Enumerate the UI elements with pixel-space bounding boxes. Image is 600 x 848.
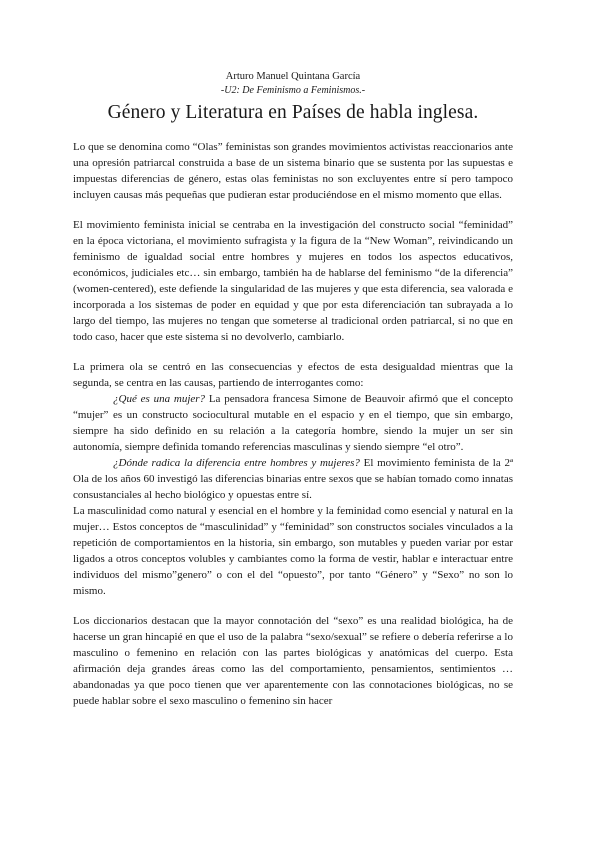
- question-diferencia: ¿Dónde radica la diferencia entre hombres y mujeres?: [113, 457, 360, 469]
- unit-subtitle: -U2: De Feminismo a Feminismos.-: [220, 85, 366, 96]
- paragraph-olas: Lo que se denomina como “Olas” feministas son grandes movimientos activistas reaccionarios ante una opresión patriarcal construida a base de un sistema binario que se sustenta por las supuestas e impuestas diferencias de género, estas olas feministas no son excluyentes entre sí pero tampoco incluyen causas más pequeñas que pudieran estar produciéndose en el mismo momento que ellas.: [73, 141, 513, 201]
- question-que-es-mujer: ¿Qué es una mujer?: [113, 393, 206, 405]
- paragraph-movimiento-inicial: El movimiento feminista inicial se centraba en la investigación del constructo social “feminidad” en la época victoriana, el movimiento sufragista y la figura de la “New Woman”, reivindicando un feminismo de igualdad social entre hombres y mujeres en todos los aspectos educativos, económicos, judiciales etc… sin embargo, también ha de hablarse del feminismo “de la diferencia” (women-centered), este defiende la singularidad de las mujeres y que esta diferencia, sea valorada e incorporada a los sistemas de poder en equidad y que por esta diferenciación tan subrayada a lo largo del tiempo, las mujeres no tengan que someterse al tradicional orden patriarcal, si no que en todo caso, hacer que este sistema si no devolverlo, cambiarlo.: [73, 219, 513, 343]
- document-title: Género y Literatura en Países de habla inglesa.: [107, 102, 479, 123]
- answer-que-es-mujer: La pensadora francesa Simone de Beauvoir afirmó que el concepto “mujer” es un constructo sociocultural mutable en el espacio y en el tiempo, que sin embargo, siempre ha sido definido en su relación a la categoría hombre, siendo la mujer un ser sin autonomía, siempre definida tomando referencias masculinas y siendo siempre “el otro”.: [73, 393, 513, 453]
- paragraph-masculinidad: La masculinidad como natural y esencial en el hombre y la feminidad como esencial y natural en la mujer… Estos conceptos de “masculinidad” y “feminidad” son constructos sociales vinculados a la repetición de comportamientos en la historia, sin embargo, son mutables y pueden variar por estar ligados a otros conceptos volubles y cambiantes como la forma de vestir, hablar e interactuar entre individuos del mismo”genero” o con el del “opuesto”, por tanto “Género” y “Sexo” no son lo mismo.: [73, 505, 513, 597]
- document-body: [73, 139, 513, 709]
- paragraph-primera-ola: La primera ola se centró en las consecuencias y efectos de esta desigualdad mientras que la segunda, se centra en las causas, partiendo de interrogantes como:: [73, 361, 513, 389]
- paragraph-diccionarios: Los diccionarios destacan que la mayor connotación del “sexo” es una realidad biológica, ha de hacerse un gran hincapié en que el uso de la palabra “sexo/sexual” se refiere o debería referirse a lo masculino o femenino en relación con las partes biológicas y anatómicas del cuerpo. Esta afirmación deja grandes áreas como las del comportamiento, pensamientos, sentimientos … abandonadas ya que poco tienen que ver aparentemente con las connotaciones biológicas, no se puede hablar sobre el sexo masculino o femenino sin hacer: [73, 615, 513, 707]
- author-name: Arturo Manuel Quintana García: [225, 71, 361, 82]
- paragraph-diferencia: [73, 455, 513, 503]
- answer-diferencia: El movimiento feminista de la 2ª Ola de los años 60 investigó las diferencias binarias entre sexos que se habían tomado como innatas consustanciales al hecho biológico y opuestas entre sí.: [73, 457, 514, 501]
- paragraph-que-es-mujer: [73, 391, 513, 455]
